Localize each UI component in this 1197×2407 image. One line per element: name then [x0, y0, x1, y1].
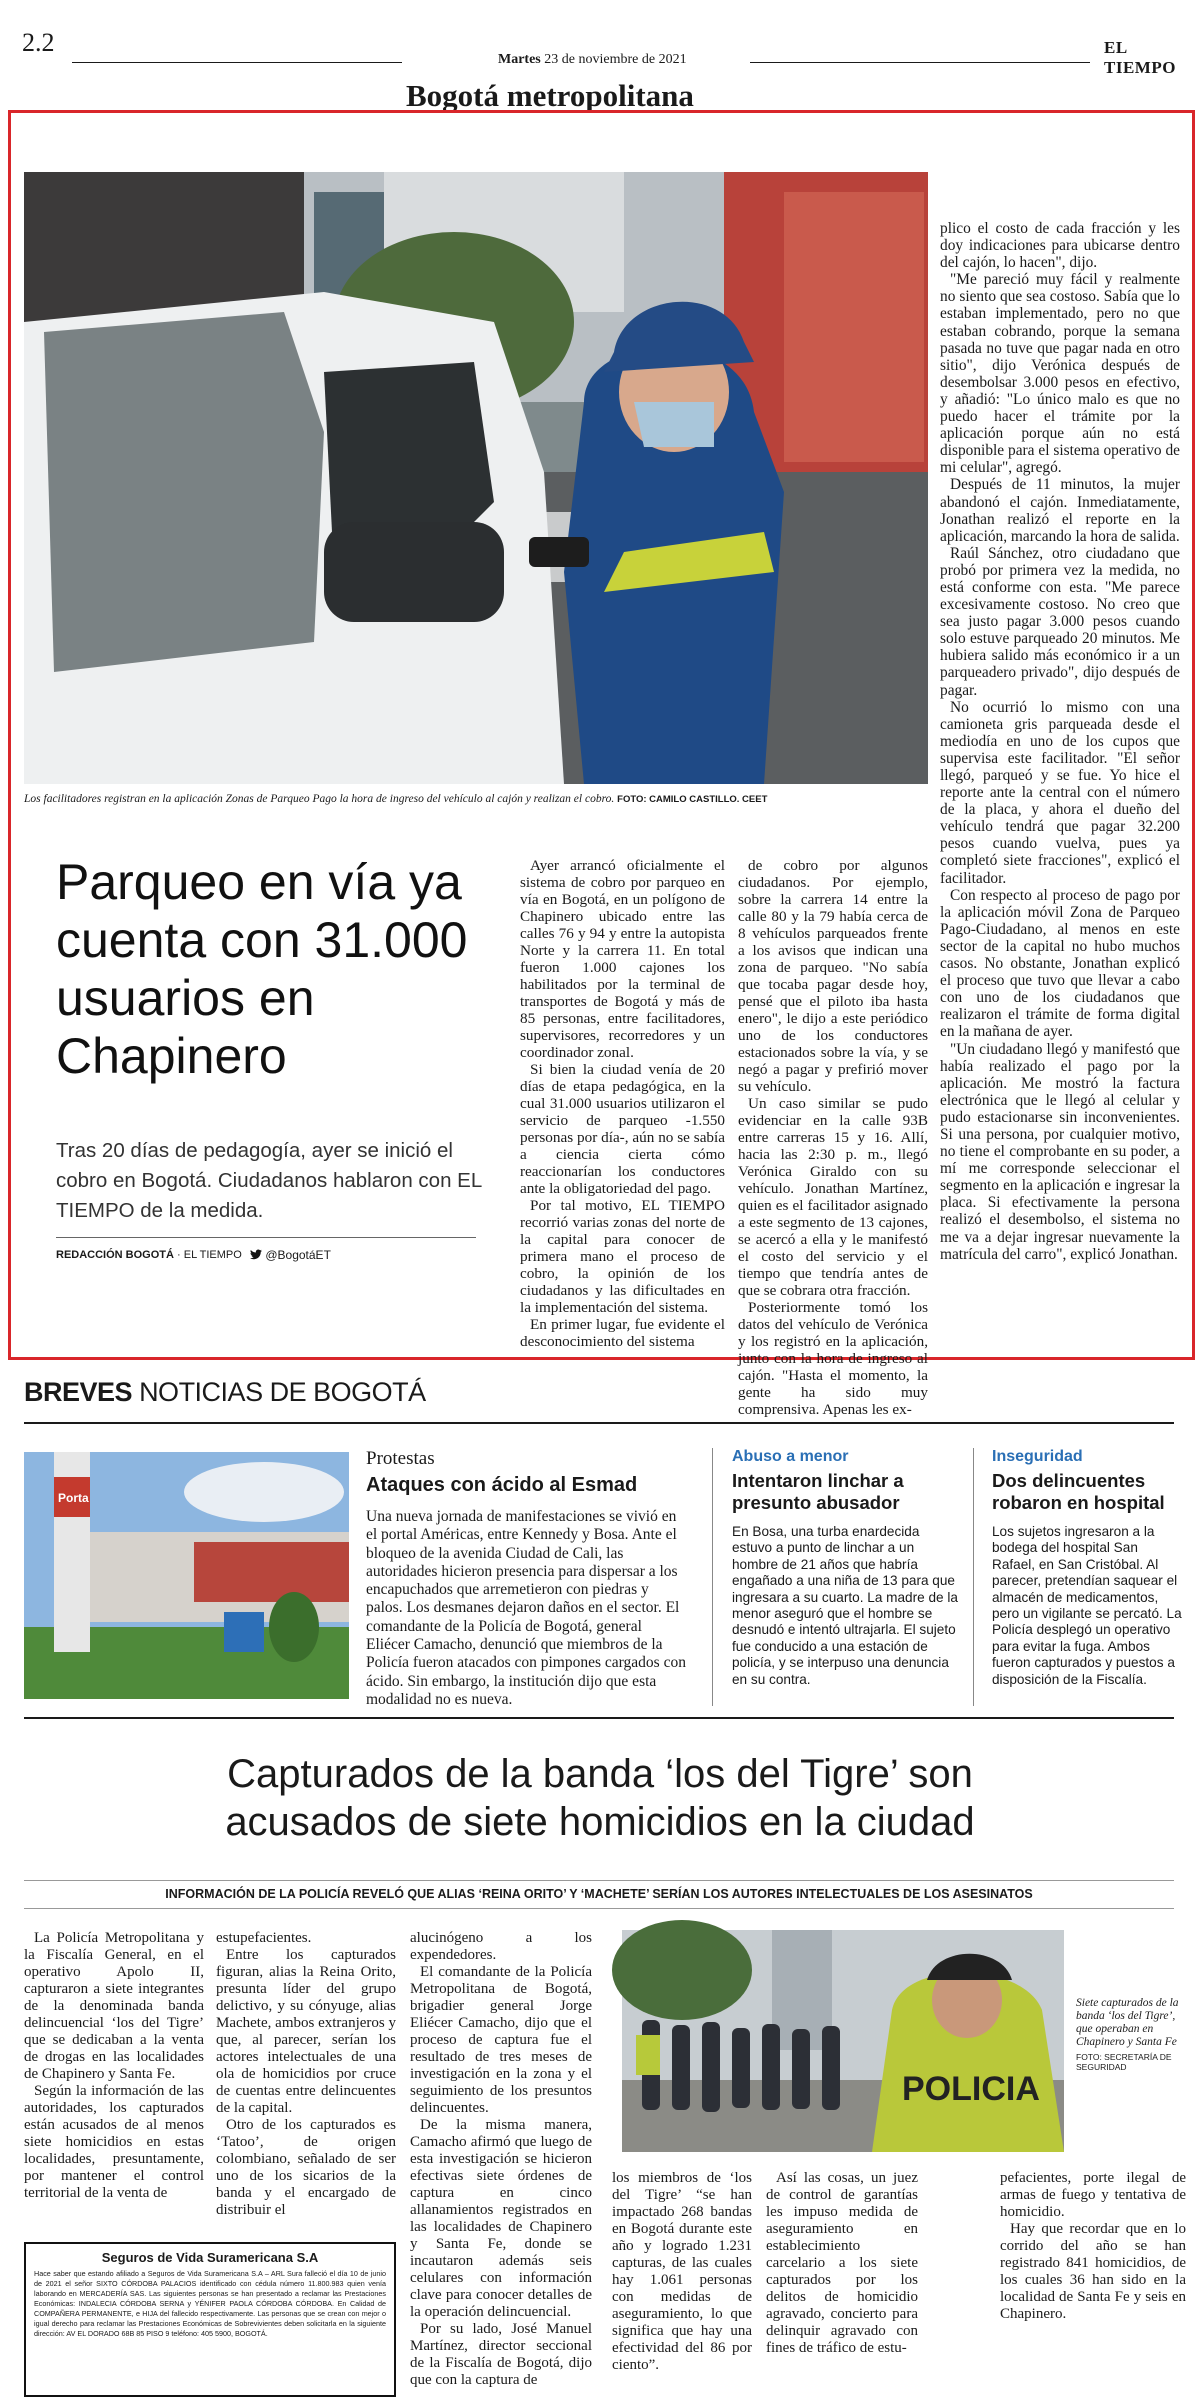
tigre-caption-credit: FOTO: SECRETARÍA DE SEGURIDAD: [1076, 2052, 1172, 2072]
lead-byline: [56, 1249, 242, 1261]
breve1-body: Una nueva jornada de manifestaciones se vivió en el portal Américas, entre Kennedy y Bosa. Ante el bloqueo de la avenida Ciudad de Cali, las autoridades hicieron presencia para dispersar a los encapuchados que arremetieron con piedras y palos. Los desmanes dejaron daños en el sector. El comandante de la Policía de Bogotá, general Eliécer Camacho, denunció que miembros de la Policía fueron atacados con pimpones cargados con ácido. Sin embargo, la institución dijo que esta modalidad no es nueva.: [366, 1508, 686, 1708]
breves-label-bold: BREVES: [24, 1377, 133, 1407]
byline-brand: · EL TIEMPO: [177, 1249, 242, 1261]
tigre-deck: INFORMACIÓN DE LA POLICÍA REVELÓ QUE ALIAS ‘REINA ORITO’ Y ‘MACHETE’ SERÍAN LOS AUTORES INTELECTUALES DE LOS ASESINATOS: [165, 1887, 1033, 1901]
lead-paragraph: "Me pareció muy fácil y realmente no siento que sea costoso. Sabía que lo estaban implementado, pero no que estaban cobrando, porque la semana pasada no tuve que pagar nada en otro sitio", dijo Verónica después de desembolsar 3.000 pesos en efectivo, y añadió: "Lo único malo es que no puedo hacer el trámite por la aplicación porque aún no está disponible para el sistema operativo de mi celular", agregó.: [940, 271, 1180, 477]
lead-col-3: [940, 220, 1180, 1336]
lead-paragraph: Después de 11 minutos, la mujer abandonó el cajón. Inmediatamente, Jonathan realizó el reporte en la aplicación, marcando la hora de salida.: [940, 476, 1180, 545]
lead-paragraph: Ayer arrancó oficialmente el sistema de cobro por parqueo en vía en Bogotá, en un polígono de Chapinero ubicado entre las calles 76 y 94 y entre la autopista Norte y la carrera 11. En total fueron 1.000 cajones los habilitados por la terminal de transportes de Bogotá y más de 85 personas, entre facilitadores, supervisores, recorredores y un coordinador zonal.: [520, 857, 725, 1061]
twitter-handle-text: @BogotáET: [265, 1248, 331, 1262]
tigre-paragraph: Entre los capturados figuran, alias la Reina Orito, presunta líder del grupo delictivo, y su cónyuge, alias Machete, ambos extranjeros y que, al parecer, serían los actores intelectuales de una ola de homicidios por cruce de cuentas entre delincuentes de la capital.: [216, 1947, 396, 2116]
tigre-col-5: [766, 2170, 918, 2392]
tigre-paragraph: La Policía Metropolitana y la Fiscalía General, en el operativo Apolo II, capturaron a siete integrantes de la denominada banda delincuencial ‘los del Tigre’ que se dedicaban a la venta de drogas en las localidades de Chapinero y Santa Fe.: [24, 1930, 204, 2082]
lead-headline: Parqueo en vía ya cuenta con 31.000 usuarios en Chapinero: [56, 854, 468, 1084]
parking-scene-illustration: [24, 172, 928, 784]
tigre-paragraph: pefacientes, porte ilegal de armas de fuego y tentativa de homicidio.: [1000, 2170, 1186, 2220]
tigre-paragraph: Así las cosas, un juez de control de garantías les impuso medida de aseguramiento en establecimiento carcelario a los siete capturados por los delitos de homicidio agravado, concierto para delinquir agravado con fines de tráfico de estu-: [766, 2170, 918, 2356]
lead-paragraph: Por tal motivo, EL TIEMPO recorrió varias zonas del norte de la capital para conocer de primera mano el proceso de cobro, la opinión de los ciudadanos y las dificultades en la implementación del sistema.: [520, 1197, 725, 1316]
lead-paragraph: de cobro por algunos ciudadanos. Por ejemplo, sobre la carrera 14 entre la calle 80 y la 79 había cerca de 8 vehículos parqueados frente a los avisos que indican una zona de parqueo. "No sabía que tocaba pagar desde hoy, pensé que el piloto iba hasta enero", le dijo a este periódico uno de los conductores estacionados sobre la vía, y se negó a pagar y prefirió mover su vehículo.: [738, 857, 928, 1095]
tigre-paragraph: Por su lado, José Manuel Martínez, director seccional de la Fiscalía de Bogotá, dijo que con la captura de: [410, 2321, 592, 2388]
byline-author: REDACCIÓN BOGOTÁ: [56, 1249, 174, 1261]
lead-col-2: [738, 857, 928, 1418]
issue-date-text: 23 de noviembre de 2021: [544, 52, 687, 67]
tigre-paragraph: los miembros de ‘los del Tigre’ “se han impactado 268 bandas en Bogotá durante este año y logrado 1.231 capturas, de las cuales hay 1.061 personas con medidas de aseguramiento, lo que significa que hay una efectividad del 86 por ciento”.: [612, 2170, 752, 2373]
lead-col-1: [520, 857, 725, 1350]
tigre-photo-caption: [1076, 1997, 1186, 2072]
breve2-body: En Bosa, una turba enardecida estuvo a punto de linchar a un hombre de 21 años que habría engañado a una niña de 13 para que ingresara a su cuarto. La madre de la menor aseguró que el hombre se desnudó e intentó ultrajarla. El sujeto fue conducido a una estación de policía, y se interpuso una denuncia en su contra.: [732, 1524, 958, 1687]
tigre-col-3: [410, 1930, 592, 2390]
tigre-caption-text: Siete capturados de la banda ‘los del Tigre’, que operaban en Chapinero y Santa Fe: [1076, 1997, 1179, 2048]
notice-body: Hace saber que estando afiliado a Seguros de Vida Suramericana S.A – ARL Sura falleció el día 10 de junio de 2021 el señor SIXTO CÓRDOBA PALACIOS identificado con cédula número 11.800.983 quien venía laborando en MERCADERÍA SAS. Las siguientes personas se han presentado a reclamar las Prestaciones Económicas: INDALECIA CÓRDOBA SERNA y YÉNIFER PAOLA CÓRDOBA CÓRDOBA. En Calidad de COMPAÑERA PERMANENTE, e HIJA del fallecido respectivamente. Las personas que se crean con mejor o igual derecho para reclamar las Prestaciones Económicas de Sobrevivientes deben solicitarla en la siguiente dirección: AV EL DORADO 68B 85 PISO 9 teléfono: 405 5900, BOGOTÁ.: [34, 2269, 386, 2338]
lead-paragraph: En primer lugar, fue evidente el desconocimiento del sistema: [520, 1316, 725, 1350]
breve3-title: Dos delincuentes robaron en hospital: [992, 1470, 1165, 1513]
breves-label-rest: NOTICIAS DE BOGOTÁ: [139, 1377, 426, 1407]
breve2-kicker: Abuso a menor: [732, 1448, 849, 1465]
issue-weekday: Martes: [498, 52, 541, 67]
lead-paragraph: "Un ciudadano llegó y manifestó que había realizado el pago por la aplicación. Me mostró la factura electrónica que le llegó al celular y pudo estacionarse sin inconvenientes. Si una persona, por cualquier motivo, no tiene el comprobante en su poder, a mí me corresponde seleccionar el segmento en la aplicación e ingresar la placa. Si efectivamente la persona realizó el desembolso, el sistema no me va a dejar ingresar nuevamente la matrícula del carro", explicó Jonathan.: [940, 1040, 1180, 1263]
lead-paragraph: Un caso similar se pudo evidenciar en la calle 93B entre carreras 15 y 16. Allí, hacia las 2:30 p. m., llegó Verónica Giraldo con su vehículo. Jonathan Martínez, quien es el facilitador asignado a este segmento de 13 cajones, se acercó a ella y le manifestó el costo del servicio y el tiempo que tendría antes de que se cobrara otra fracción.: [738, 1095, 928, 1299]
lead-paragraph: No ocurrió lo mismo con una camioneta gris parqueada desde el mediodía en uno de los cupos que supervisa este facilitador. "El señor llegó, parqueó y se fue. Yo hice el reporte ante la central con el número de la placa, y ahora el dueño del vehículo tendrá que pagar 32.200 pesos cuando vuelva, pues ya completó siete fracciones", explicó el facilitador.: [940, 698, 1180, 887]
tigre-paragraph: alucinógeno a los expendedores.: [410, 1930, 592, 1963]
tigre-col-2: [216, 1930, 396, 2228]
portal-americas-illustration: [24, 1452, 349, 1699]
section-title: Bogotá metropolitana: [406, 78, 694, 113]
breve2-title: Intentaron linchar a presunto abusador: [732, 1470, 904, 1513]
lead-paragraph: Posteriormente tomó los datos del vehículo de Verónica y los registró en la aplicación, junto con la hora de ingreso al cajón. "Hasta el momento, la gente ha sido muy comprensiva. Apenas les ex-: [738, 1299, 928, 1418]
brand-logo: EL TIEMPO: [1104, 38, 1176, 77]
tigre-headline: Capturados de la banda ‘los del Tigre’ son acusados de siete homicidios en la ciudad: [225, 1752, 975, 1844]
breve3-kicker: Inseguridad: [992, 1448, 1083, 1465]
lead-photo-caption: [24, 793, 928, 805]
lead-paragraph: Si bien la ciudad venía de 20 días de etapa pedagógica, en la cual 31.000 usuarios utilizaron el servicio de parqueo -1.550 personas por día-, aún no se sabía a ciencia cierta cómo reaccionarían los conductores ante la obligatoriedad del pago.: [520, 1061, 725, 1197]
tigre-paragraph: Según la información de las autoridades, los capturados están acusados de al menos siete homicidios en estas localidades, presuntamente, por mantener el control territorial de la venta de: [24, 2083, 204, 2201]
tigre-paragraph: Otro de los capturados es ‘Tatoo’, de origen colombiano, señalado de ser uno de los sicarios de la banda y el encargado de distribuir el: [216, 2117, 396, 2218]
legal-notice: [24, 2242, 396, 2397]
twitter-icon: [250, 1249, 262, 1260]
tigre-col-4: [612, 2170, 752, 2392]
breve1-title: Ataques con ácido al Esmad: [366, 1474, 638, 1496]
breves-label: [24, 1377, 426, 1408]
issue-date: [498, 52, 687, 68]
tigre-paragraph: De la misma manera, Camacho afirmó que luego de esta investigación se hicieron efectivas siete órdenes de captura en cinco allanamientos registrados en las localidades de Chapinero y Santa Fe, donde se incautaron además seis celulares con información clave para conocer detalles de la operación delincuencial.: [410, 2117, 592, 2320]
tigre-paragraph: estupefacientes.: [216, 1930, 312, 1946]
sign-text: Porta: [58, 1491, 89, 1505]
tigre-paragraph: Hay que recordar que en lo corrido del año se han registrado 841 homicidios, de los cuales 36 han sido en la localidad de Santa Fe y seis en Chapinero.: [1000, 2221, 1186, 2322]
page-number: 2.2: [22, 28, 55, 57]
breve3-body: Los sujetos ingresaron a la bodega del hospital San Rafael, en San Cristóbal. Al parecer, pretendían saquear el almacén de medicamentos, pero un vigilante se percató. La Policía desplegó un operativo para evitar la fuga. Ambos fueron capturados y puestos a disposición de la Fiscalía.: [992, 1524, 1182, 1687]
breves-photo: [24, 1452, 349, 1699]
tigre-col-1: [24, 1930, 204, 2228]
lead-paragraph: Con respecto al proceso de pago por la aplicación móvil Zona de Parqueo Pago-Ciudadano, al menos en este sector de la capital no hubo muchos casos. No obstante, Jonathan explicó el proceso que tuvo que llevar a cabo con uno de los ciudadanos que realizaron el trámite de forma digital en la mañana de ayer.: [940, 886, 1180, 1041]
twitter-handle: [250, 1248, 331, 1262]
tigre-col-6: [1000, 2170, 1186, 2392]
notice-title: Seguros de Vida Suramericana S.A: [101, 2250, 319, 2265]
lead-caption-text: Los facilitadores registran en la aplicación Zonas de Parqueo Pago la hora de ingreso del vehículo al cajón y realizan el cobro.: [24, 793, 615, 805]
tigre-photo: [622, 1930, 1064, 2152]
lead-summary: Tras 20 días de pedagogía, ayer se inició el cobro en Bogotá. Ciudadanos hablaron con EL TIEMPO de la medida.: [56, 1139, 482, 1222]
lead-paragraph: plico el costo de cada fracción y les doy indicaciones para ubicarse dentro del cajón, lo hacen", dijo.: [940, 220, 1180, 272]
lead-paragraph: Raúl Sánchez, otro ciudadano que probó por primera vez la medida, no está conforme con esta. "Me parece excesivamente costoso. No creo que sea justo pagar 3.000 pesos cuando solo estuve parqueado 20 minutos. Me hubiera salido más económico ir a un parqueadero privado", dijo después de pagar.: [940, 544, 1180, 699]
lead-caption-credit: FOTO: CAMILO CASTILLO. CEET: [617, 794, 768, 805]
breve1-kicker: Protestas: [366, 1448, 435, 1469]
tigre-paragraph: El comandante de la Policía Metropolitana de Bogotá, brigadier general Jorge Eliécer Camacho, dijo que el proceso de captura fue el resultado de tres meses de investigación en la zona y el seguimiento de los presuntos delincuentes.: [410, 1964, 592, 2116]
lead-photo: [24, 172, 928, 784]
capture-scene-illustration: [622, 1930, 1064, 2152]
vest-text: POLICIA: [902, 2070, 1040, 2108]
